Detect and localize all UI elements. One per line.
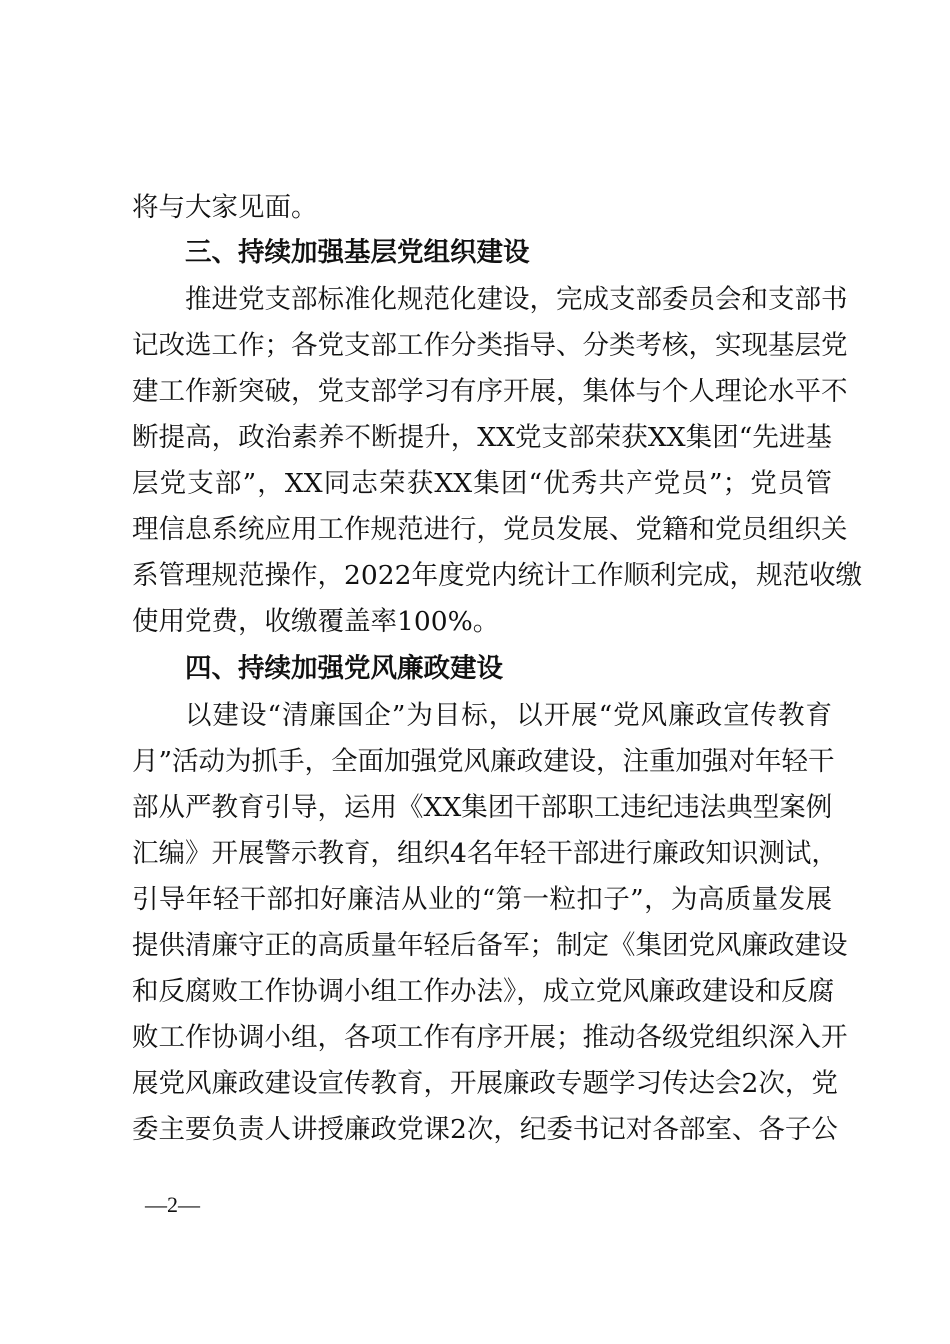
section-4-line: 提供清廉守正的高质量年轻后备军；制定《集团党风廉政建设 <box>132 930 848 961</box>
section-3-line: 系管理规范操作，2022年度党内统计工作顺利完成，规范收缴 <box>132 560 862 591</box>
section-4-heading: 四、持续加强党风廉政建设 <box>185 653 503 684</box>
section-3-heading: 三、持续加强基层党组织建设 <box>185 237 530 268</box>
section-3-line: 层党支部”，XX同志荣获XX集团“优秀共产党员”；党员管 <box>132 468 832 499</box>
section-4-line: 部从严教育引导，运用《XX集团干部职工违纪违法典型案例 <box>132 792 833 823</box>
section-3-line: 记改选工作；各党支部工作分类指导、分类考核，实现基层党 <box>132 330 848 361</box>
section-4-line: 以建设“清廉国企”为目标，以开展“党风廉政宣传教育 <box>185 700 832 731</box>
page-number: —2— <box>145 1192 200 1217</box>
section-4-line: 月”活动为抓手，全面加强党风廉政建设，注重加强对年轻干 <box>132 746 835 777</box>
section-4-line: 展党风廉政建设宣传教育，开展廉政专题学习传达会2次，党 <box>132 1068 838 1099</box>
section-4-line: 委主要负责人讲授廉政党课2次，纪委书记对各部室、各子公 <box>132 1114 838 1145</box>
section-3-line: 推进党支部标准化规范化建设，完成支部委员会和支部书 <box>185 284 848 315</box>
section-3-line: 建工作新突破，党支部学习有序开展，集体与个人理论水平不 <box>132 376 848 407</box>
section-4-line: 败工作协调小组，各项工作有序开展；推动各级党组织深入开 <box>132 1022 848 1053</box>
section-4-line: 和反腐败工作协调小组工作办法》，成立党风廉政建设和反腐 <box>132 976 835 1007</box>
intro-tail-line: 将与大家见面。 <box>132 192 318 223</box>
section-3-line: 使用党费，收缴覆盖率100%。 <box>132 606 500 637</box>
section-3-line: 理信息系统应用工作规范进行，党员发展、党籍和党员组织关 <box>132 514 848 545</box>
section-3-line: 断提高，政治素养不断提升，XX党支部荣获XX集团“先进基 <box>132 422 832 453</box>
section-4-line: 引导年轻干部扣好廉洁从业的“第一粒扣子”，为高质量发展 <box>132 884 832 915</box>
section-4-line: 汇编》开展警示教育，组织4名年轻干部进行廉政知识测试， <box>132 838 838 869</box>
